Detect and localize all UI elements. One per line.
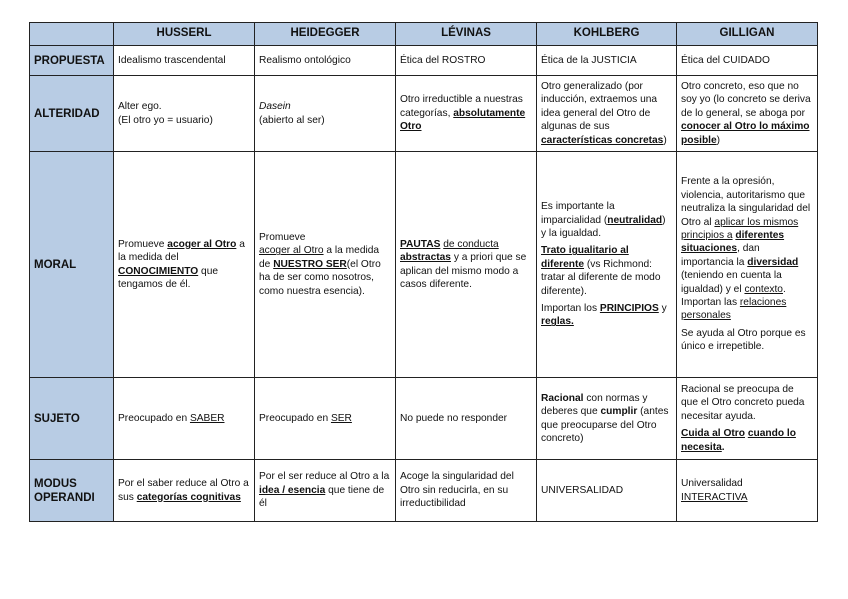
cell-alteridad-heidegger <box>255 76 396 152</box>
text: a la medida del <box>118 238 245 264</box>
cell-alteridad-kohlberg <box>537 76 677 152</box>
text: ) <box>716 134 721 146</box>
cell-propuesta-heidegger: Realismo ontológico <box>255 46 396 76</box>
row-header-modus-operandi <box>30 460 114 522</box>
cell-sujeto-kohlberg <box>537 378 677 460</box>
text: que tengamos de él. <box>118 265 219 290</box>
emphasis: características concretas <box>541 134 664 146</box>
text: ) y la igualdad. <box>541 214 666 239</box>
emphasis: aplicar los mismos principios a <box>681 216 799 241</box>
emphasis: Trato igualitario al diferente <box>541 245 629 270</box>
cell-modus-kohlberg: UNIVERSALIDAD <box>537 460 677 522</box>
emphasis: acoger al Otro <box>259 245 324 257</box>
paragraph <box>681 427 813 454</box>
emphasis: INTERACTIVA <box>681 491 748 503</box>
emphasis: absolutamente Otro <box>400 107 526 133</box>
comparison-table <box>29 22 818 522</box>
row-sujeto <box>30 378 818 460</box>
column-header-kohlberg: KOHLBERG <box>537 23 677 46</box>
text: , dan importancia la <box>681 243 760 268</box>
cell-propuesta-kohlberg: Ética de la JUSTICIA <box>537 46 677 76</box>
text: Se ayuda al Otro porque es único e irrepetible. <box>681 327 806 353</box>
paragraph <box>541 302 672 329</box>
cell-moral-levinas <box>396 152 537 378</box>
column-header-heidegger: HEIDEGGER <box>255 23 396 46</box>
text: Promueve <box>259 231 306 243</box>
text: Otro generalizado (por inducción, extraemos una idea general del Otro de algunas de sus <box>541 80 658 133</box>
emphasis: Racional <box>541 392 584 404</box>
text: (abierto al ser) <box>259 114 325 126</box>
row-modus-operandi <box>30 460 818 522</box>
emphasis: idea / esencia <box>259 484 326 496</box>
emphasis: NUESTRO SER <box>273 258 347 270</box>
emphasis: diversidad <box>747 256 799 268</box>
row-header-propuesta: PROPUESTA <box>30 46 114 76</box>
emphasis: PAUTAS <box>400 238 441 250</box>
cell-moral-kohlberg <box>537 152 677 378</box>
column-header-husserl: HUSSERL <box>114 23 255 46</box>
text: ) <box>663 134 667 146</box>
cell-moral-husserl <box>114 152 255 378</box>
cell-sujeto-husserl <box>114 378 255 460</box>
text: Otro concreto, eso que no soy yo (lo concreto se deriva de lo general, se aboga por <box>681 80 811 119</box>
emphasis: contexto <box>744 283 783 295</box>
cell-sujeto-levinas: No puede no responder <box>396 378 537 460</box>
text: Racional se preocupa de que el Otro concreto pueda necesitar ayuda. <box>681 383 805 422</box>
text: con normas y deberes que <box>541 392 648 418</box>
row-moral <box>30 152 818 378</box>
emphasis: conocer al Otro lo máximo posible <box>681 121 810 146</box>
text: MODUS <box>34 477 77 490</box>
row-propuesta <box>30 46 818 76</box>
text: Por el saber reduce al Otro a sus <box>118 478 249 503</box>
row-header-moral: MORAL <box>30 152 114 378</box>
cell-alteridad-gilligan <box>677 76 818 152</box>
paragraph <box>681 383 813 423</box>
emphasis: CONOCIMIENTO <box>118 265 199 277</box>
emphasis: categorías cognitivas <box>136 491 241 503</box>
text: Importan los <box>541 303 598 315</box>
cell-alteridad-husserl <box>114 76 255 152</box>
cell-propuesta-levinas: Ética del ROSTRO <box>396 46 537 76</box>
emphasis: SER <box>330 412 352 424</box>
emphasis: cumplir <box>600 406 638 418</box>
row-header-alteridad: ALTERIDAD <box>30 76 114 152</box>
paragraph <box>541 200 672 240</box>
text: . Importan las <box>681 283 786 309</box>
text: que tiene de él <box>259 484 385 510</box>
cell-moral-heidegger <box>255 152 396 378</box>
cell-modus-gilligan <box>677 460 818 522</box>
emphasis: SABER <box>189 412 225 424</box>
paragraph <box>681 327 813 354</box>
emphasis: neutralidad <box>607 214 663 226</box>
emphasis: reglas. <box>541 316 574 328</box>
row-alteridad <box>30 76 818 152</box>
cell-propuesta-husserl: Idealismo trascendental <box>114 46 255 76</box>
text: Preocupado en <box>259 412 329 424</box>
column-header-gilligan: GILLIGAN <box>677 23 818 46</box>
emphasis: acoger al Otro <box>167 238 237 250</box>
text: Alter ego. <box>118 101 162 113</box>
paragraph <box>681 175 813 322</box>
cell-sujeto-gilligan <box>677 378 818 460</box>
paragraph <box>541 244 672 298</box>
text: OPERANDI <box>34 491 95 504</box>
cell-modus-levinas: Acoge la singularidad del Otro sin reducirla, en su irreductibilidad <box>396 460 537 522</box>
cell-propuesta-gilligan: Ética del CUIDADO <box>677 46 818 76</box>
text: Por el ser reduce al Otro a la <box>259 471 390 483</box>
text: (vs Richmond: tratar al diferente de modo diferente). <box>541 258 661 297</box>
emphasis: relaciones personales <box>681 297 787 322</box>
emphasis: de conducta <box>443 238 499 250</box>
text: Frente a la opresión, violencia, autoritarismo que neutraliza la singularidad del Otro al <box>681 176 811 228</box>
text: Otro irreductible a nuestras categorías, <box>400 94 523 119</box>
text: Universalidad <box>681 478 743 490</box>
header-row <box>30 23 818 46</box>
text: Dasein <box>259 101 291 113</box>
cell-moral-gilligan <box>677 152 818 378</box>
cell-alteridad-levinas <box>396 76 537 152</box>
text: (El otro yo = usuario) <box>118 114 213 126</box>
cell-sujeto-heidegger <box>255 378 396 460</box>
text: (teniendo en cuenta la igualdad) y el <box>681 270 782 295</box>
text: . <box>721 441 725 453</box>
text: Preocupado en <box>118 412 188 424</box>
corner-cell <box>30 23 114 46</box>
text: (antes que preocuparse del Otro concreto) <box>541 406 669 444</box>
text: a la medida de <box>259 245 380 270</box>
row-header-sujeto: SUJETO <box>30 378 114 460</box>
emphasis: diferentes situaciones <box>681 229 785 255</box>
emphasis: abstractas <box>400 252 451 264</box>
emphasis: PRINCIPIOS <box>599 303 659 315</box>
text: y <box>661 303 667 315</box>
text: y a priori que se aplican del mismo modo a casos diferente. <box>400 252 527 290</box>
emphasis: cuando lo necesita <box>681 428 796 453</box>
text: Promueve <box>118 238 165 250</box>
emphasis: Cuida al Otro <box>681 428 745 440</box>
text: Es importante la imparcialidad ( <box>541 201 615 226</box>
column-header-levinas: LÉVINAS <box>396 23 537 46</box>
cell-modus-heidegger <box>255 460 396 522</box>
text: (el Otro ha de ser como nosotros, como nuestra esencia). <box>259 258 381 297</box>
cell-modus-husserl <box>114 460 255 522</box>
